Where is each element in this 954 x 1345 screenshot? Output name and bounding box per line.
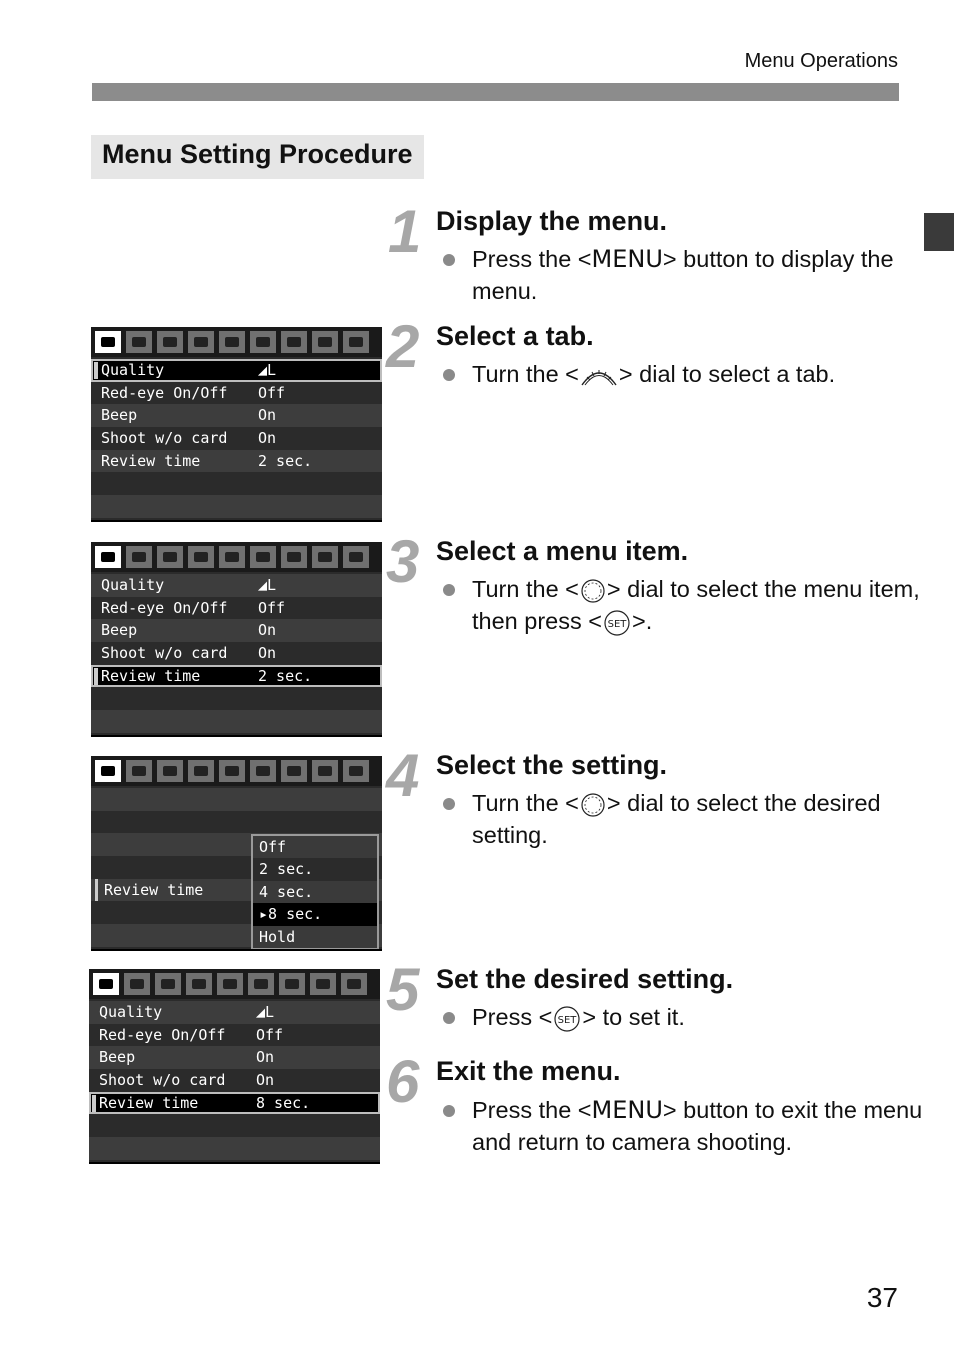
menu-tabs <box>91 542 382 572</box>
main-dial-icon <box>579 363 619 389</box>
header-rule <box>92 83 899 101</box>
shooting-tab-4-icon <box>186 973 212 995</box>
menu-row: Quality ◢L <box>89 1001 380 1024</box>
menu-row: Beep On <box>91 619 382 642</box>
shooting-tab-1-icon <box>95 546 121 568</box>
bullet-icon <box>443 1012 455 1024</box>
shooting-tab-2-icon <box>126 331 152 353</box>
shooting-tab-3-icon <box>157 331 183 353</box>
camera-tab-icon <box>312 331 338 353</box>
mymenu-tab-icon <box>343 331 369 353</box>
menu-row-empty <box>89 1114 380 1137</box>
shooting-tab-3-icon <box>157 760 183 782</box>
option-item-selected: ▸8 sec. <box>253 903 377 925</box>
shooting-tab-2-icon <box>126 760 152 782</box>
setup-tab-3-icon <box>279 973 305 995</box>
step-title-6: Exit the menu. <box>436 1056 621 1086</box>
bullet-icon <box>443 254 455 266</box>
shooting-tab-4-icon <box>188 760 214 782</box>
menu-row: Beep On <box>89 1046 380 1069</box>
step-number-2: 2 <box>386 313 420 380</box>
setup-tab-1-icon <box>219 331 245 353</box>
shooting-tab-1-icon <box>95 760 121 782</box>
menu-row: Review time 8 sec. <box>89 1092 380 1115</box>
menu-tabs <box>89 969 380 999</box>
chapter-thumb-tab <box>924 213 954 251</box>
menu-row-empty <box>91 472 382 495</box>
menu-row-empty <box>91 687 382 710</box>
option-item: Hold <box>253 926 377 948</box>
shooting-tab-1-icon <box>93 973 119 995</box>
shooting-tab-1-icon <box>95 331 121 353</box>
setup-tab-1-icon <box>219 760 245 782</box>
lcd-screen-2 <box>91 542 382 737</box>
step-text-1: Press the <MENU> button to display the menu. <box>443 243 924 307</box>
menu-row: Red-eye On/Off Off <box>91 382 382 405</box>
setup-tab-3-icon <box>281 331 307 353</box>
shooting-tab-4-icon <box>188 546 214 568</box>
step-title-5: Set the desired setting. <box>436 964 734 994</box>
setup-tab-2-icon <box>250 331 276 353</box>
menu-row: Quality ◢L <box>91 574 382 597</box>
menu-row: Shoot w/o card On <box>91 642 382 665</box>
step-number-1: 1 <box>388 198 422 265</box>
option-item: 4 sec. <box>253 881 377 903</box>
setup-tab-2-icon <box>250 760 276 782</box>
menu-row: Quality ◢L <box>91 359 382 382</box>
bullet-icon <box>443 369 455 381</box>
settings-popup <box>251 834 379 950</box>
lcd-screen-4 <box>89 969 380 1164</box>
menu-tabs <box>91 327 382 357</box>
menu-row: Review time 2 sec. <box>91 665 382 688</box>
mymenu-tab-icon <box>343 546 369 568</box>
menu-row-empty <box>91 495 382 518</box>
bullet-icon <box>443 584 455 596</box>
mymenu-tab-icon <box>341 973 367 995</box>
menu-row-empty <box>91 788 382 811</box>
menu-row: Review time 2 sec. <box>91 450 382 473</box>
quick-control-dial-icon <box>579 577 607 605</box>
setup-tab-3-icon <box>281 546 307 568</box>
option-item: 2 sec. <box>259 860 314 879</box>
svg-text:SET: SET <box>607 618 627 630</box>
quick-control-dial-icon <box>579 791 607 819</box>
review-time-label: Review time <box>95 879 251 901</box>
menu-button-icon: MENU <box>591 1096 663 1124</box>
step-number-5: 5 <box>386 956 420 1023</box>
menu-row: Beep On <box>91 404 382 427</box>
step-text-4: Turn the < > dial to select the desired setting. <box>443 787 924 851</box>
step-text-2: Turn the < > dial to select a tab. <box>443 358 924 390</box>
step-number-3: 3 <box>386 528 420 595</box>
step-number-6: 6 <box>386 1048 420 1115</box>
option-item: Off <box>253 836 377 858</box>
step-title-2: Select a tab. <box>436 321 594 351</box>
shooting-tab-3-icon <box>155 973 181 995</box>
lcd-screen-3 <box>91 756 382 951</box>
camera-tab-icon <box>312 760 338 782</box>
bullet-icon <box>443 1105 455 1117</box>
setup-tab-1-icon <box>217 973 243 995</box>
menu-row-empty <box>91 710 382 733</box>
setup-tab-2-icon <box>248 973 274 995</box>
step-title-3: Select a menu item. <box>436 536 689 566</box>
mymenu-tab-icon <box>343 760 369 782</box>
setup-tab-2-icon <box>250 546 276 568</box>
setup-tab-3-icon <box>281 760 307 782</box>
step-title-4: Select the setting. <box>436 750 668 780</box>
lcd-screen-1 <box>91 327 382 522</box>
menu-row-empty <box>89 1137 380 1160</box>
section-title: Menu Setting Procedure <box>91 135 424 179</box>
bullet-icon <box>443 798 455 810</box>
shooting-tab-2-icon <box>126 546 152 568</box>
page-number: 37 <box>866 1282 898 1313</box>
menu-row: Red-eye On/Off Off <box>89 1024 380 1047</box>
menu-row: Red-eye On/Off Off <box>91 597 382 620</box>
setup-tab-1-icon <box>219 546 245 568</box>
step-text-6: Press the <MENU> button to exit the menu and return to camera shooting. <box>443 1094 924 1158</box>
shooting-tab-4-icon <box>188 331 214 353</box>
shooting-tab-2-icon <box>124 973 150 995</box>
running-header: Menu Operations <box>744 50 898 72</box>
menu-row: Shoot w/o card On <box>89 1069 380 1092</box>
step-number-4: 4 <box>386 742 420 809</box>
set-button-icon <box>552 1005 582 1033</box>
set-button-icon <box>602 609 632 637</box>
menu-tabs <box>91 756 382 786</box>
step-text-5: Press < SET > to set it. <box>443 1001 924 1033</box>
svg-text:SET: SET <box>557 1014 577 1026</box>
camera-tab-icon <box>310 973 336 995</box>
menu-row: Shoot w/o card On <box>91 427 382 450</box>
menu-row-empty <box>91 811 382 834</box>
camera-tab-icon <box>312 546 338 568</box>
step-text-3: Turn the < > dial to select the menu item, then press < SET >. <box>443 573 924 637</box>
menu-button-icon: MENU <box>591 245 663 273</box>
step-title-1: Display the menu. <box>436 206 668 236</box>
shooting-tab-3-icon <box>157 546 183 568</box>
